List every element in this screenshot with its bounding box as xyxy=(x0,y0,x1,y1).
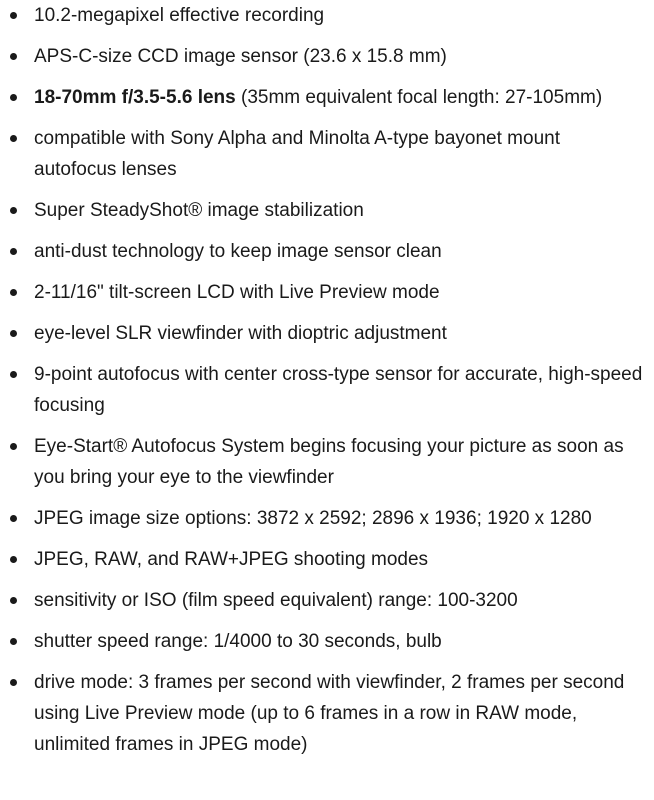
bullet-icon xyxy=(10,515,17,522)
spec-text: APS-C-size CCD image sensor (23.6 x 15.8 mm) xyxy=(34,46,447,67)
spec-item xyxy=(0,359,654,421)
bullet-icon xyxy=(10,135,17,142)
spec-text: JPEG, RAW, and RAW+JPEG shooting modes xyxy=(34,549,429,570)
bullet-icon xyxy=(10,679,17,686)
bullet-icon xyxy=(10,443,17,450)
spec-item xyxy=(0,585,654,616)
spec-text: Eye-Start® Autofocus System begins focusing your picture as soon as you bring your eye to the viewfinder xyxy=(34,436,624,488)
bullet-icon xyxy=(10,12,17,19)
bullet-icon xyxy=(10,597,17,604)
bullet-icon xyxy=(10,94,17,101)
spec-item xyxy=(0,667,654,760)
spec-item xyxy=(0,236,654,267)
spec-text: shutter speed range: 1/4000 to 30 seconds, bulb xyxy=(34,631,442,652)
bullet-icon xyxy=(10,330,17,337)
spec-bold-text: 18-70mm f/3.5-5.6 lens xyxy=(34,87,236,108)
bullet-icon xyxy=(10,556,17,563)
spec-item xyxy=(0,41,654,72)
bullet-icon xyxy=(10,248,17,255)
spec-text: drive mode: 3 frames per second with viewfinder, 2 frames per second using Live Preview mode (up to 6 frames in a row in RAW mode, unlimited frames in JPEG mode) xyxy=(34,672,625,755)
spec-text: JPEG image size options: 3872 x 2592; 2896 x 1936; 1920 x 1280 xyxy=(34,508,592,529)
spec-item xyxy=(0,318,654,349)
spec-text: 10.2-megapixel effective recording xyxy=(34,5,325,26)
spec-item xyxy=(0,277,654,308)
spec-text: 2-11/16" tilt-screen LCD with Live Preview mode xyxy=(34,282,440,303)
spec-text: eye-level SLR viewfinder with dioptric adjustment xyxy=(34,323,447,344)
spec-text: Super SteadyShot® image stabilization xyxy=(34,200,364,221)
spec-item xyxy=(0,82,654,113)
spec-item xyxy=(0,626,654,657)
spec-item xyxy=(0,503,654,534)
spec-text: sensitivity or ISO (film speed equivalent) range: 100-3200 xyxy=(34,590,518,611)
spec-item xyxy=(0,544,654,575)
bullet-icon xyxy=(10,207,17,214)
bullet-icon xyxy=(10,289,17,296)
spec-item xyxy=(0,0,654,31)
spec-item xyxy=(0,431,654,493)
spec-text: anti-dust technology to keep image sensor clean xyxy=(34,241,442,262)
bullet-icon xyxy=(10,638,17,645)
spec-item xyxy=(0,195,654,226)
bullet-icon xyxy=(10,53,17,60)
spec-item xyxy=(0,123,654,185)
spec-text: (35mm equivalent focal length: 27-105mm) xyxy=(235,87,603,108)
bullet-icon xyxy=(10,371,17,378)
spec-text: compatible with Sony Alpha and Minolta A-type bayonet mount autofocus lenses xyxy=(34,128,560,180)
spec-text: 9-point autofocus with center cross-type sensor for accurate, high-speed focusing xyxy=(34,364,643,416)
